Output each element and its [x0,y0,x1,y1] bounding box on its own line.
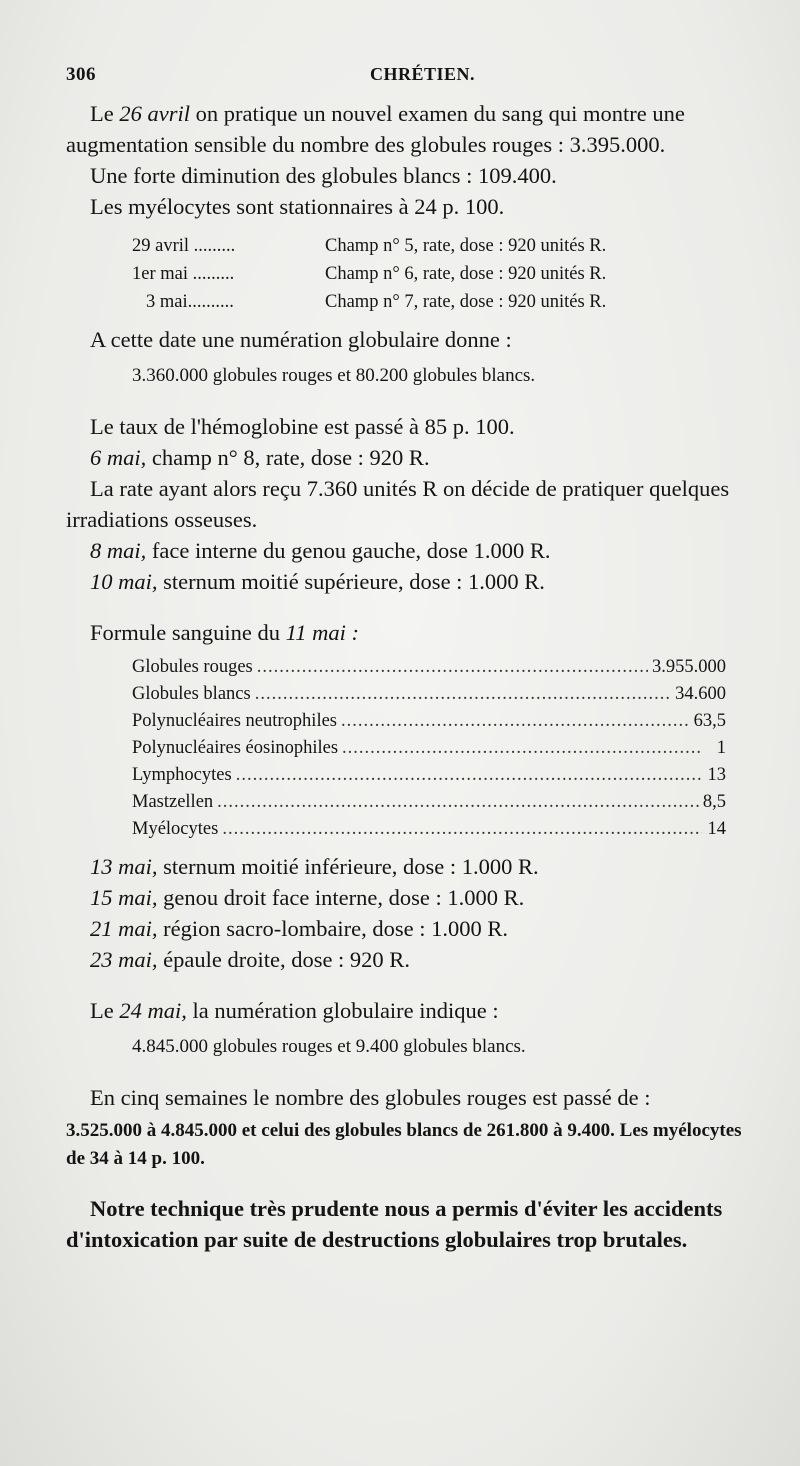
paragraph-globules-blancs: Une forte diminution des globules blancs : 109.400. [90,163,557,188]
paragraph-10-mai: 10 mai, sternum moitié supérieure, dose : 1.000 R. [90,569,545,594]
paragraph-8-mai: 8 mai, face interne du genou gauche, dose 1.000 R. [90,538,551,563]
count-line-2: 4.845.000 globules rouges et 9.400 globules blancs. [132,1036,526,1057]
date-10-mai: 10 mai, [90,569,158,594]
running-title: CHRÉTIEN. [370,64,476,84]
table-row: Globules blancs ..... 34.600 [132,681,726,708]
table-row: Polynucléaires neutrophiles ..... 63,5 [132,708,726,735]
table-row: Lymphocytes ..... 13 [132,762,726,789]
date-24-mai: 24 mai, [119,998,187,1023]
dose-list [132,232,764,316]
date-23-mai: 23 mai, [90,947,158,972]
paragraph-15-mai: 15 mai, genou droit face interne, dose : 1.000 R. [90,885,525,910]
paragraph-6-mai: 6 mai, champ n° 8, rate, dose : 920 R. [90,445,430,470]
page-body [66,98,764,1255]
paragraph-23-mai: 23 mai, épaule droite, dose : 920 R. [90,947,410,972]
date-11-mai: 11 mai : [285,620,359,645]
paragraph-21-mai: 21 mai, région sacro-lombaire, dose : 1.000 R. [90,916,509,941]
paragraph-formule: Formule sanguine du 11 mai : [90,620,359,645]
paragraph-hemoglobine: Le taux de l'hémoglobine est passé à 85 p. 100. [90,414,515,439]
table-row: Polynucléaires éosinophiles ..... 1 [132,735,726,762]
table-row: Mastzellen ..... 8,5 [132,789,726,816]
date-15-mai: 15 mai, [90,885,158,910]
paragraph-myelocytes: Les myélocytes sont stationnaires à 24 p. 100. [90,194,505,219]
page-header [66,64,764,98]
paragraph-rate: La rate ayant alors reçu 7.360 unités R on décide de pratiquer quelques irradiations osseuses. [66,476,730,532]
blood-formula-table [132,654,726,843]
dose-row: 29 avril ......... Champ n° 5, rate, dose : 920 unités R. [132,236,607,256]
date-13-mai: 13 mai, [90,854,158,879]
paragraph-26-avril: Le 26 avril on pratique un nouvel examen du sang qui montre une augmentation sensible du nombre des globules rouges : 3.395.000. [66,101,685,157]
paragraph-24-mai: Le 24 mai, la numération globulaire indique : [90,998,499,1023]
paragraph-cinq-semaines: En cinq semaines le nombre des globules rouges est passé de : [90,1085,651,1110]
table-row: Myélocytes ..... 14 [132,816,726,843]
paragraph-conclusion: Notre technique très prudente nous a permis d'éviter les accidents d'intoxication par suite de destructions globulaires trop brutales. [66,1196,723,1252]
dose-row: 1er mai ......... Champ n° 6, rate, dose : 920 unités R. [132,264,607,284]
count-line-1: 3.360.000 globules rouges et 80.200 globules blancs. [132,365,536,386]
paragraph-13-mai: 13 mai, sternum moitié inférieure, dose : 1.000 R. [90,854,539,879]
date-8-mai: 8 mai, [90,538,147,563]
date-6-mai: 6 mai, [90,445,147,470]
date-26-avril: 26 avril [119,101,190,126]
table-row: Globules rouges ..... 3.955.000 [132,654,726,681]
date-21-mai: 21 mai, [90,916,158,941]
paragraph-evolution: 3.525.000 à 4.845.000 et celui des globules blancs de 261.800 à 9.400. Les myélocytes de 34 à 14 p. 100. [66,1120,742,1169]
page-number: 306 [66,64,96,85]
paragraph-numeration-1: A cette date une numération globulaire donne : [90,327,512,352]
dose-row: 3 mai.......... Champ n° 7, rate, dose : 920 unités R. [146,292,607,312]
